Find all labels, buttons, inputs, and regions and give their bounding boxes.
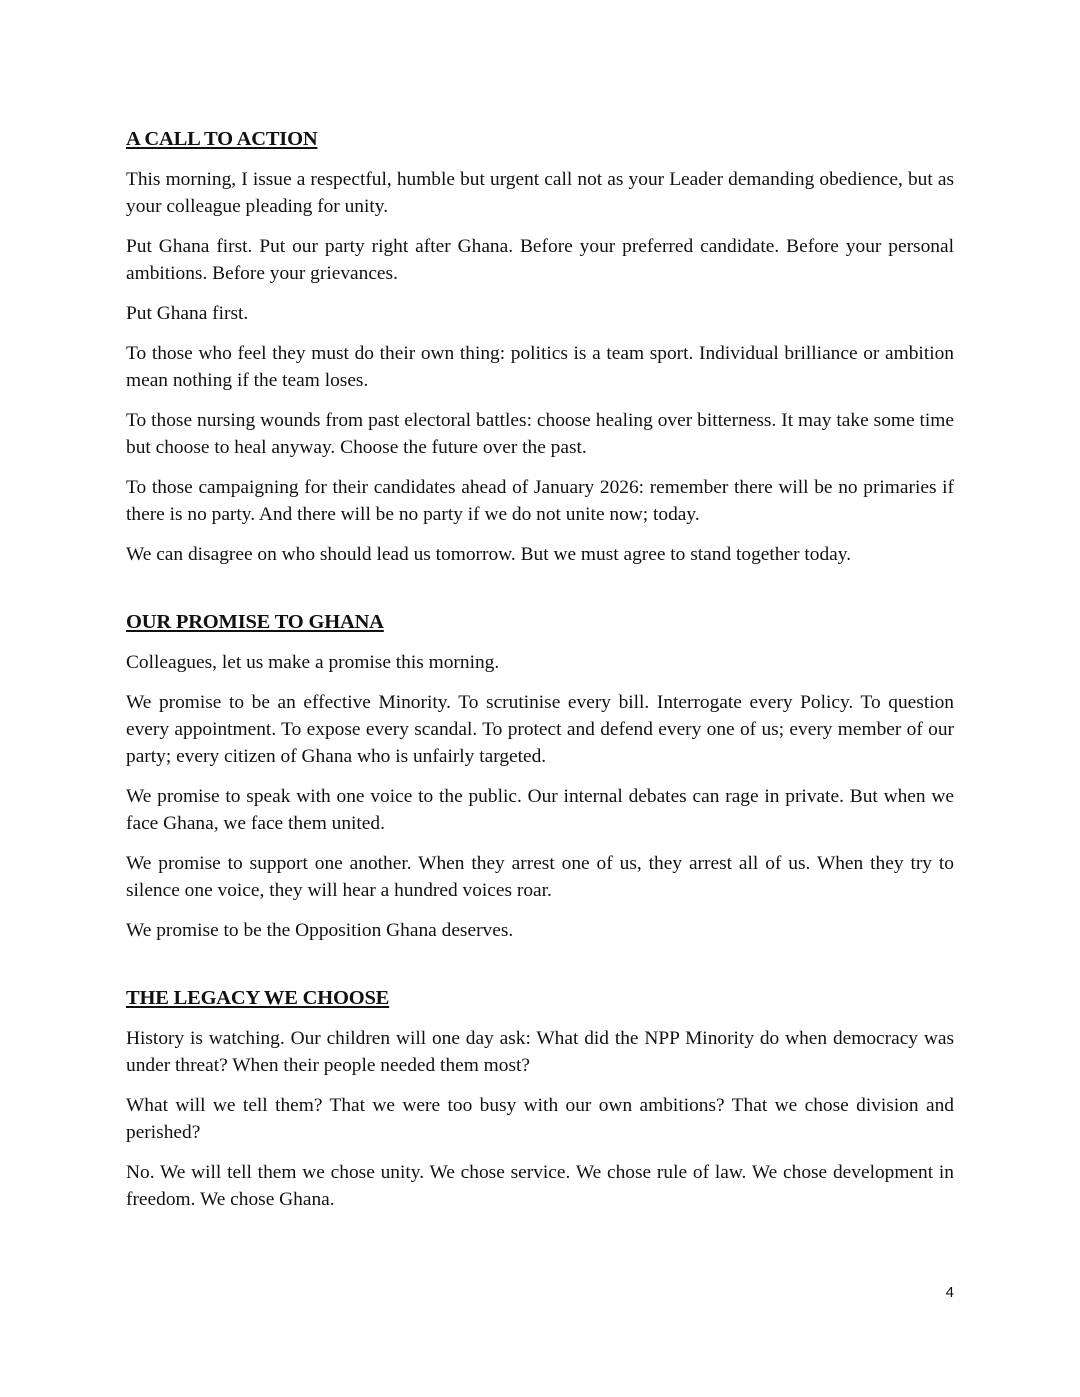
section-call-to-action [126,126,954,568]
paragraph: To those nursing wounds from past electoral battles: choose healing over bitterness. It may take some time but choose to heal anyway. Choose the future over the past. [126,410,954,458]
paragraph: To those who feel they must do their own thing: politics is a team sport. Individual brilliance or ambition mean nothing if the team loses. [126,343,954,391]
paragraph: History is watching. Our children will one day ask: What did the NPP Minority do when democracy was under threat? When their people needed them most? [126,1028,954,1076]
paragraph: We promise to speak with one voice to the public. Our internal debates can rage in private. But when we face Ghana, we face them united. [126,786,954,834]
document-page [126,126,954,1226]
paragraph: No. We will tell them we chose unity. We chose service. We chose rule of law. We chose development in freedom. We chose Ghana. [126,1162,954,1210]
page-number: 4 [945,1284,954,1301]
section-heading: A CALL TO ACTION [126,128,318,150]
paragraph: What will we tell them? That we were too busy with our own ambitions? That we chose division and perished? [126,1095,954,1143]
paragraph: We promise to be an effective Minority. To scrutinise every bill. Interrogate every Policy. To question every appointment. To expose every scandal. To protect and defend every one of us; every member of our party; every citizen of Ghana who is unfairly targeted. [126,692,954,767]
paragraph: Put Ghana first. [126,303,249,324]
section-heading: THE LEGACY WE CHOOSE [126,987,390,1009]
paragraph: This morning, I issue a respectful, humble but urgent call not as your Leader demanding obedience, but as your colleague pleading for unity. [126,169,954,217]
paragraph: Put Ghana first. Put our party right after Ghana. Before your preferred candidate. Before your personal ambitions. Before your grievances. [126,236,954,284]
section-the-legacy-we-choose [126,985,954,1213]
paragraph: Colleagues, let us make a promise this morning. [126,652,500,673]
section-our-promise-to-ghana [126,609,954,944]
section-heading: OUR PROMISE TO GHANA [126,611,384,633]
paragraph: To those campaigning for their candidates ahead of January 2026: remember there will be no primaries if there is no party. And there will be no party if we do not unite now; today. [126,477,954,525]
paragraph: We promise to be the Opposition Ghana deserves. [126,920,514,941]
paragraph: We promise to support one another. When they arrest one of us, they arrest all of us. When they try to silence one voice, they will hear a hundred voices roar. [126,853,954,901]
paragraph: We can disagree on who should lead us tomorrow. But we must agree to stand together today. [126,544,852,565]
